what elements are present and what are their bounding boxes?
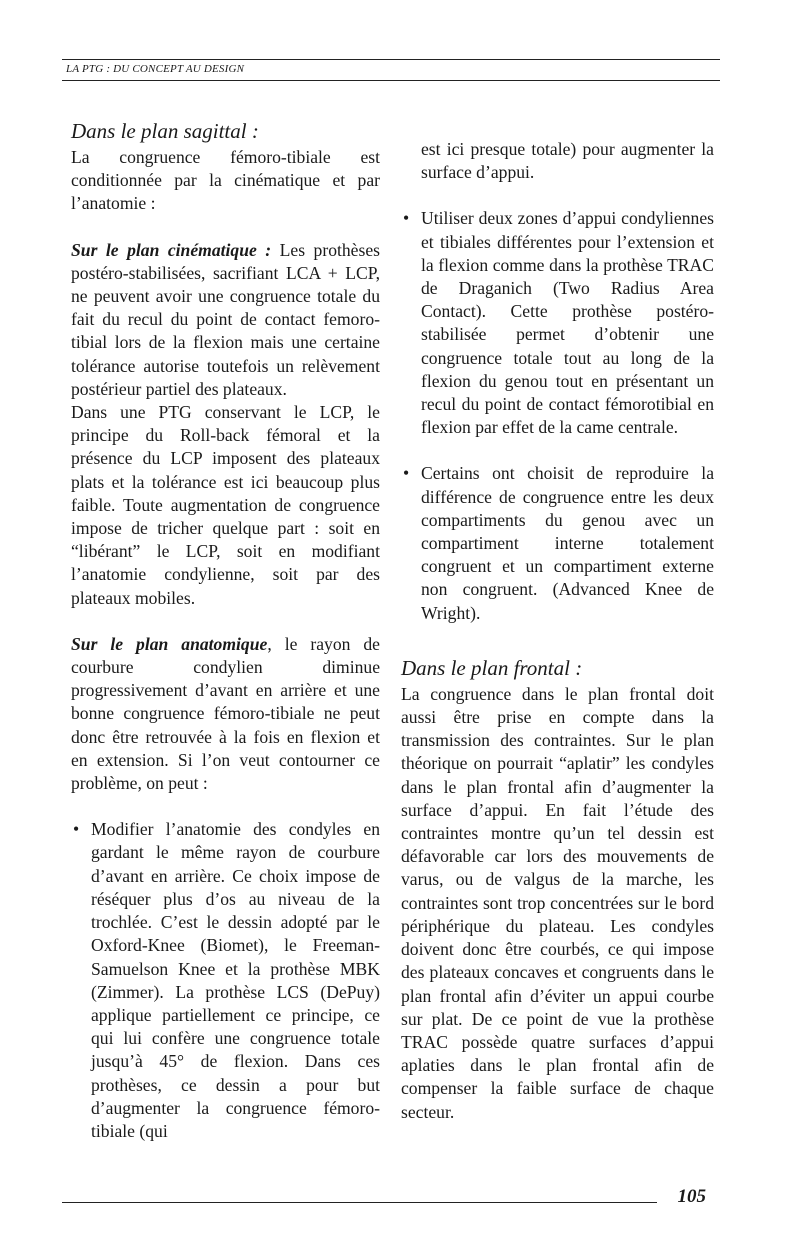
right-column bbox=[401, 118, 714, 1124]
bullet-item-compartments bbox=[401, 462, 714, 624]
page-number: 105 bbox=[677, 1186, 706, 1207]
anatomic-lead: Sur le plan anatomique bbox=[71, 633, 268, 654]
anatomic-text: , le rayon de courbure condylien diminue progressivement d’avant en arrière et une bonne congruence fémoro-tibiale ne peut donc être retrouvée à la fois en flexion et en extension. Si l’on veut contourner ce problème, on peut : bbox=[71, 633, 380, 794]
bullet-item-condyles bbox=[71, 818, 380, 1143]
header-top-rule bbox=[62, 59, 720, 60]
bullet-marker: • bbox=[403, 463, 410, 484]
anatomic-paragraph bbox=[71, 633, 380, 795]
left-column bbox=[71, 118, 380, 1143]
kinematic-text: Les prothèses postéro-stabilisées, sacrifiant LCA + LCP, ne peuvent avoir une congruence totale du fait du recul du point de contact femoro-tibial lors de la flexion mais une certaine tolérance autorise toutefois un relèvement postérieur partiel des plateaux. bbox=[71, 239, 380, 399]
header-bottom-rule bbox=[62, 80, 720, 81]
bullet-marker: • bbox=[403, 208, 410, 229]
bullet-text-condyles: Modifier l’anatomie des condyles en gardant le même rayon de courbure d’avant en arrière. Ce choix impose de réséquer plus d’os au niveau de la trochlée. C’est le dessin adopté par le Oxford-Knee (Biomet), le Freeman-Samuelson Knee et la prothèse MBK (Zimmer). La prothèse LCS (DePuy) applique partiellement ce principe, ce qui lui confère une congruence totale jusqu’à 45° de flexion. Dans ces prothèses, ce dessin a pour but d’augmenter la congruence fémoro-tibiale (qui bbox=[91, 819, 380, 1141]
bullet-continuation-text: est ici presque totale) pour augmenter la surface d’appui. bbox=[421, 139, 714, 183]
footer-rule bbox=[62, 1202, 657, 1203]
lcp-paragraph: Dans une PTG conservant le LCP, le principe du Roll-back fémoral et la présence du LCP imposent des plateaux plats et la tolérance est ici beaucoup plus faible. Toute augmentation de congruence impose de tricher quelque part : soit en “libérant” le LCP, soit en modifiant l’anatomie condylienne, soit par des plateaux mobiles. bbox=[71, 402, 380, 608]
kinematic-paragraph bbox=[71, 239, 380, 401]
sagittal-intro: La congruence fémoro-tibiale est conditionnée par la cinématique et par l’anatomie : bbox=[71, 147, 380, 214]
bullet-text-compartments: Certains ont choisit de reproduire la différence de congruence entre les deux compartiments du genou avec un compartiment interne totalement congruent et un compartiment externe non congruent. (Advanced Knee de Wright). bbox=[421, 463, 714, 623]
bullet-continuation bbox=[401, 118, 714, 184]
kinematic-lead: Sur le plan cinématique : bbox=[71, 239, 272, 260]
frontal-paragraph: La congruence dans le plan frontal doit aussi être prise en compte dans la transmission des contraintes. Sur le plan théorique on pourrait “aplatir” les condyles dans le plan frontal afin d’augmenter la surface d’appui. En fait l’étude des contraintes montre qu’un tel dessin est défavorable car lors des mouvements de varus, ou de valgus de la marche, les contraintes sont trop concentrées sur le bord périphérique du plateau. Les condyles doivent donc être courbés, ce qui impose des plateaux concaves et congruents dans le plan frontal afin d’éviter un appui courbe sur plat. De ce point de vue la prothèse TRAC possède quatre surfaces d’appui aplaties dans le plan frontal afin de compenser la faible surface de chaque secteur. bbox=[401, 683, 714, 1122]
sagittal-heading: Dans le plan sagittal : bbox=[71, 119, 259, 143]
frontal-heading: Dans le plan frontal : bbox=[401, 655, 583, 680]
bullet-marker: • bbox=[73, 819, 80, 840]
bullet-item-trac bbox=[401, 207, 714, 439]
bullet-text-trac: Utiliser deux zones d’appui condyliennes et tibiales différentes pour l’extension et la flexion comme dans la prothèse TRAC de Draganich (Two Radius Area Contact). Cette prothèse postéro-stabilisée permet d’obtenir une congruence totale tout au long de la flexion du genou tout en présentant un recul du point de contact fémorotibial en flexion par effet de la came centrale. bbox=[421, 208, 714, 438]
running-header: LA PTG : DU CONCEPT AU DESIGN bbox=[66, 63, 245, 75]
